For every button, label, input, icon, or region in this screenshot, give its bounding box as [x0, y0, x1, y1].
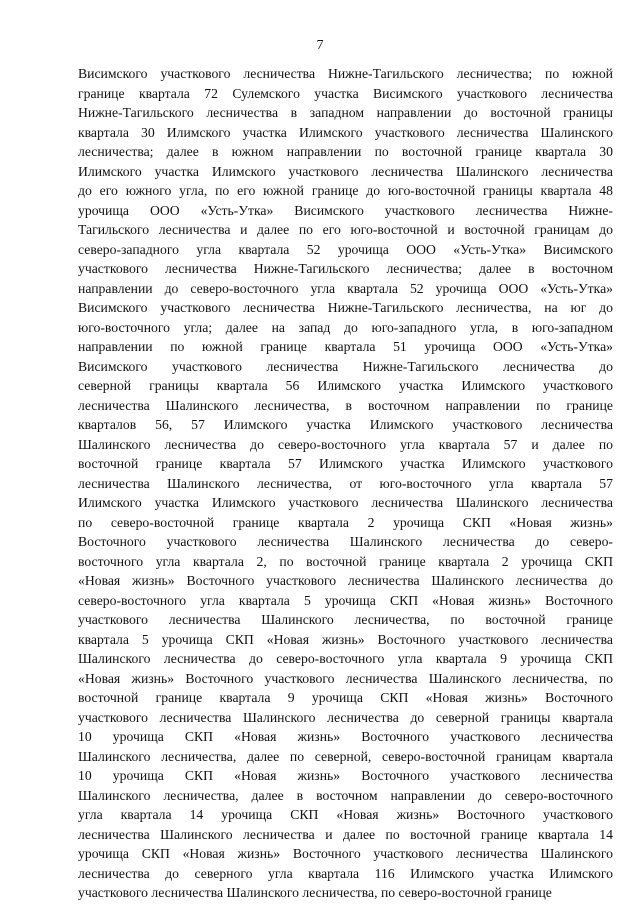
text-line: до его южного угла, по его южной границе до юго-восточной границы квартала 48 [78, 183, 613, 198]
text-line: «Новая жизнь» Восточного участкового лесничества Шалинского лесничества до [78, 573, 613, 588]
text-line: урочища СКП «Новая жизнь» Восточного участкового лесничества Шалинского [78, 846, 613, 861]
text-line: участкового лесничества Шалинского лесничества, по северо-восточной границе [78, 885, 552, 900]
text-line: Илимского участка Илимского участкового лесничества Шалинского лесничества [78, 163, 613, 179]
text-line: восточной границе квартала 57 Илимского участка Илимского участкового [78, 456, 613, 471]
text-line: Шалинского лесничества до северо-восточного угла квартала 9 урочища СКП [78, 651, 613, 666]
text-line: северо-западного угла квартала 52 урочища ООО «Усть-Утка» Висимского [78, 241, 613, 257]
text-line: северо-восточного угла квартала 5 урочища СКП «Новая жизнь» Восточного [78, 592, 613, 608]
text-line: северной границы квартала 56 Илимского участка Илимского участкового [78, 378, 613, 393]
text-line: Шалинского лесничества, далее в восточном направлении до северо-восточного [78, 787, 613, 803]
text-line: угла квартала 14 урочища СКП «Новая жизнь» Восточного участкового [78, 807, 613, 822]
text-line: восточного угла квартала 2, по восточной границе квартала 2 урочища СКП [78, 553, 613, 569]
text-line: 10 урочища СКП «Новая жизнь» Восточного участкового лесничества [78, 768, 613, 783]
text-line: направлении до северо-восточного угла квартала 52 урочища ООО «Усть-Утка» [78, 280, 613, 296]
text-line: Восточного участкового лесничества Шалинского лесничества до северо- [78, 534, 613, 549]
text-line: урочища ООО «Усть-Утка» Висимского участкового лесничества Нижне- [78, 202, 613, 218]
text-line: Висимского участкового лесничества Нижне-Тагильского лесничества, на юг до [78, 300, 613, 315]
text-line: лесничества; далее в южном направлении по восточной границе квартала 30 [78, 144, 613, 159]
text-line: лесничества до северного угла квартала 116 Илимского участка Илимского [78, 865, 613, 881]
text-line: кварталов 56, 57 Илимского участка Илимского участкового лесничества [78, 417, 613, 432]
text-line: участкового лесничества Нижне-Тагильского лесничества; далее в восточном [78, 261, 613, 276]
text-line: границе квартала 72 Сулемского участка Висимского участкового лесничества [78, 85, 613, 101]
page-number: 7 [316, 38, 324, 53]
text-line: квартала 30 Илимского участка Илимского участкового лесничества Шалинского [78, 124, 613, 140]
text-line: Шалинского лесничества до северо-восточного угла квартала 57 и далее по [78, 436, 613, 452]
text-line: Висимского участкового лесничества Нижне-Тагильского лесничества до [78, 358, 613, 374]
text-line: участкового лесничества Шалинского лесничества до северной границы квартала [78, 709, 613, 725]
text-line: восточной границе квартала 9 урочища СКП «Новая жизнь» Восточного [78, 690, 613, 705]
text-line: квартала 5 урочища СКП «Новая жизнь» Восточного участкового лесничества [78, 631, 613, 647]
text-line: лесничества Шалинского лесничества, от юго-восточного угла квартала 57 [78, 475, 613, 491]
text-line: участкового лесничества Шалинского лесничества, по восточной границе [78, 612, 613, 627]
text-line: лесничества Шалинского лесничества, в восточном направлении по границе [78, 397, 613, 413]
text-line: направлении по южной границе квартала 51 урочища ООО «Усть-Утка» [78, 339, 613, 354]
text-line: Нижне-Тагильского лесничества в западном направлении до восточной границы [78, 105, 613, 120]
text-line: Илимского участка Илимского участкового лесничества Шалинского лесничества [78, 495, 613, 510]
text-line: Висимского участкового лесничества Нижне-Тагильского лесничества; по южной [78, 66, 613, 81]
text-line: Тагильского лесничества и далее по его юго-восточной и восточной границам до [78, 222, 613, 237]
body-text [78, 64, 613, 903]
text-line: «Новая жизнь» Восточного участкового лесничества Шалинского лесничества, по [78, 670, 613, 686]
text-line: лесничества Шалинского лесничества и далее по восточной границе квартала 14 [78, 826, 613, 842]
text-line: Шалинского лесничества, далее по северной, северо-восточной границам квартала [78, 748, 613, 764]
text-line: по северо-восточной границе квартала 2 урочища СКП «Новая жизнь» [78, 514, 613, 530]
text-line: юго-восточного угла; далее на запад до юго-западного угла, в юго-западном [78, 319, 613, 335]
text-line: 10 урочища СКП «Новая жизнь» Восточного участкового лесничества [78, 729, 613, 744]
